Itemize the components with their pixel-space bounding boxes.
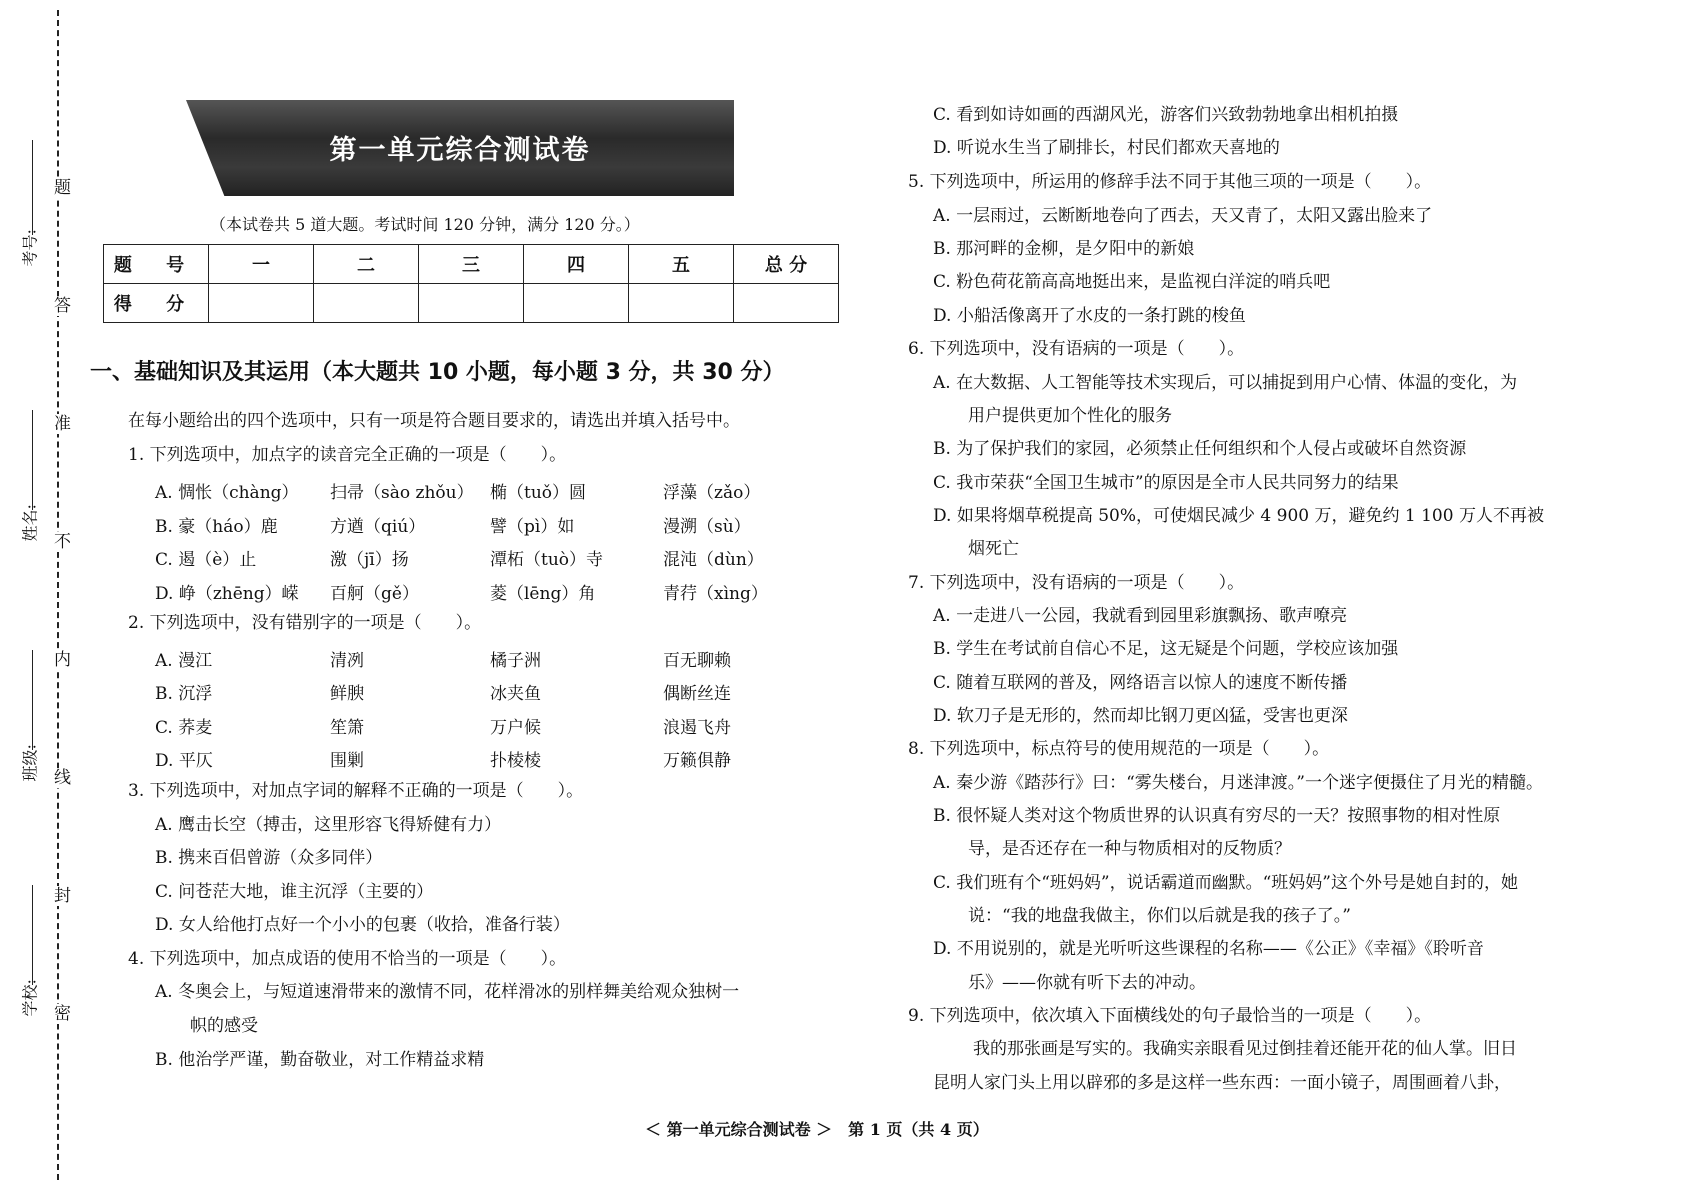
option: 冰夹鱼: [490, 684, 541, 704]
option: 方遒（qiú）: [330, 517, 426, 537]
option: A. 漫江: [155, 651, 213, 671]
seal-char: 准: [54, 414, 71, 434]
score-cell: 四: [524, 245, 629, 284]
option: 鲜腴: [330, 684, 364, 704]
option: 浮藻（zǎo）: [663, 483, 761, 503]
option: B. 豪（háo）鹿: [155, 517, 278, 537]
score-cell: 一: [209, 245, 314, 284]
score-cell: 二: [314, 245, 419, 284]
option: C. 问苍茫大地，谁主沉浮（主要的）: [155, 882, 434, 902]
text-line: 昆明人家门头上用以辟邪的多是这样一些东西：一面小镜子，周围画着八卦，: [933, 1073, 1511, 1093]
text-line: B. 那河畔的金柳，是夕阳中的新娘: [933, 239, 1195, 259]
score-table: [103, 244, 839, 323]
text-line: C. 看到如诗如画的西湖风光，游客们兴致勃勃地拿出相机拍摄: [933, 105, 1399, 125]
option: 浪遏飞舟: [663, 718, 731, 738]
score-input-cell[interactable]: [419, 284, 524, 323]
option: 激（jī）扬: [330, 550, 409, 570]
exam-intro: （本试卷共 5 道大题。考试时间 120 分钟，满分 120 分。）: [210, 215, 640, 234]
text-line: D. 听说水生当了刷排长，村民们都欢天喜地的: [933, 138, 1280, 158]
text-line: 8. 下列选项中，标点符号的使用规范的一项是（ ）。: [908, 739, 1330, 759]
option: 万户候: [490, 718, 541, 738]
option: D. 女人给他打点好一个小小的包裹（收拾，准备行装）: [155, 915, 570, 935]
class-field[interactable]: [16, 650, 42, 782]
option: D. 峥（zhēng）嵘: [155, 584, 299, 604]
option: 笙箫: [330, 718, 364, 738]
text-line: C. 我市荣获“全国卫生城市”的原因是全市人民共同努力的结果: [933, 473, 1399, 493]
option: 菱（lēng）角: [490, 584, 596, 604]
page-footer: ＜ 第一单元综合测试卷 ＞ 第 1 页（共 4 页）: [645, 1120, 989, 1139]
text-line: 9. 下列选项中，依次填入下面横线处的句子最恰当的一项是（ ）。: [908, 1006, 1432, 1026]
text-line: A. 在大数据、人工智能等技术实现后，可以捕捉到用户心情、体温的变化，为: [933, 373, 1518, 393]
school-label: 学校:: [20, 979, 40, 1017]
score-input-cell[interactable]: [209, 284, 314, 323]
seal-char: 内: [54, 650, 71, 670]
exam-number-label: 考号:: [20, 229, 40, 267]
text-line: C. 随着互联网的普及，网络语言以惊人的速度不断传播: [933, 673, 1348, 693]
section-title: 一、基础知识及其运用（本大题共 10 小题，每小题 3 分，共 30 分）: [90, 360, 785, 385]
text-line: C. 粉色荷花箭高高地挺出来，是监视白洋淀的哨兵吧: [933, 272, 1331, 292]
option: 清冽: [330, 651, 364, 671]
option: 譬（pì）如: [490, 517, 575, 537]
text-line: A. 秦少游《踏莎行》曰：“雾失楼台，月迷津渡。”一个迷字便摄住了月光的精髓。: [933, 773, 1543, 793]
seal-char: 答: [54, 296, 71, 316]
text-line: 6. 下列选项中，没有语病的一项是（ ）。: [908, 339, 1245, 359]
option: 百无聊赖: [663, 651, 731, 671]
option: 橘子洲: [490, 651, 541, 671]
text-line: 7. 下列选项中，没有语病的一项是（ ）。: [908, 573, 1245, 593]
option: 漫溯（sù）: [663, 517, 751, 537]
name-field[interactable]: [16, 410, 42, 542]
text-line: 导，是否还存在一种与物质相对的反物质？: [968, 839, 1291, 859]
option: 扑棱棱: [490, 751, 541, 771]
text-line: 我的那张画是写实的。我确实亲眼看见过倒挂着还能开花的仙人掌。旧日: [973, 1039, 1517, 1059]
score-cell: 题 号: [104, 245, 209, 284]
question-3: 3. 下列选项中，对加点字词的解释不正确的一项是（ ）。: [128, 781, 584, 801]
option: C. 遏（è）止: [155, 550, 257, 570]
option: 偶断丝连: [663, 684, 731, 704]
text-line: D. 如果将烟草税提高 50%，可使烟民减少 4 900 万，避免约 1 100 万人不再被: [933, 506, 1544, 526]
question-2: 2. 下列选项中，没有错别字的一项是（ ）。: [128, 613, 482, 633]
score-input-cell[interactable]: [314, 284, 419, 323]
text-line: 说：“我的地盘我做主，你们以后就是我的孩子了。”: [968, 906, 1351, 926]
page-title: 第一单元综合测试卷: [329, 135, 591, 166]
option: 椭（tuǒ）圆: [490, 483, 587, 503]
option: C. 荞麦: [155, 718, 213, 738]
option-continued: 帜的感受: [190, 1016, 258, 1036]
text-line: D. 不用说别的，就是光听听这些课程的名称——《公正》《幸福》《聆听音: [933, 939, 1484, 959]
score-cell: 五: [629, 245, 734, 284]
score-input-cell[interactable]: [524, 284, 629, 323]
section-instruction: 在每小题给出的四个选项中，只有一项是符合题目要求的，请选出并填入括号中。: [128, 411, 740, 431]
seal-char: 线: [54, 768, 71, 788]
option: 围剿: [330, 751, 364, 771]
score-input-cell[interactable]: [629, 284, 734, 323]
score-cell: 总 分: [734, 245, 839, 284]
seal-char: 不: [54, 532, 71, 552]
option: D. 平仄: [155, 751, 213, 771]
option: A. 惆怅（chàng）: [155, 483, 299, 503]
text-line: 烟死亡: [968, 539, 1019, 559]
option: B. 他治学严谨，勤奋敬业，对工作精益求精: [155, 1050, 485, 1070]
binding-margin: [0, 0, 70, 1190]
option: B. 携来百侣曾游（众多同伴）: [155, 848, 383, 868]
option: 青荇（xìng）: [663, 584, 768, 604]
option: 万籁俱静: [663, 751, 731, 771]
seal-char: 密: [54, 1004, 71, 1024]
seal-char: 封: [54, 886, 71, 906]
text-line: 乐》——你就有听下去的冲动。: [968, 973, 1206, 993]
text-line: C. 我们班有个“班妈妈”，说话霸道而幽默。“班妈妈”这个外号是她自封的，她: [933, 873, 1518, 893]
score-input-cell[interactable]: [734, 284, 839, 323]
class-label: 班级:: [20, 744, 40, 782]
score-table-header-row: [104, 245, 839, 284]
option: 混沌（dùn）: [663, 550, 764, 570]
question-4: 4. 下列选项中，加点成语的使用不恰当的一项是（ ）。: [128, 949, 567, 969]
text-line: 5. 下列选项中，所运用的修辞手法不同于其他三项的一项是（ ）。: [908, 172, 1432, 192]
exam-number-field[interactable]: [16, 140, 42, 267]
score-table-score-row: [104, 284, 839, 323]
text-line: A. 一走进八一公园，我就看到园里彩旗飘扬、歌声嘹亮: [933, 606, 1348, 626]
text-line: B. 为了保护我们的家园，必须禁止任何组织和个人侵占或破坏自然资源: [933, 439, 1467, 459]
option: 百舸（gě）: [330, 584, 419, 604]
option: 潭柘（tuò）寺: [490, 550, 604, 570]
text-line: 用户提供更加个性化的服务: [968, 406, 1172, 426]
score-cell: 三: [419, 245, 524, 284]
name-label: 姓名:: [20, 504, 40, 542]
option: A. 冬奥会上，与短道速滑带来的激情不同，花样滑冰的别样舞美给观众独树一: [155, 982, 740, 1002]
question-1: 1. 下列选项中，加点字的读音完全正确的一项是（ ）。: [128, 445, 567, 465]
seal-char: 题: [54, 178, 71, 198]
school-field[interactable]: [16, 885, 42, 1017]
text-line: D. 软刀子是无形的，然而却比钢刀更凶猛，受害也更深: [933, 706, 1348, 726]
option: A. 鹰击长空（搏击，这里形容飞得矫健有力）: [155, 815, 502, 835]
text-line: B. 学生在考试前自信心不足，这无疑是个问题，学校应该加强: [933, 639, 1399, 659]
option: 扫帚（sào zhǒu）: [330, 483, 474, 503]
text-line: D. 小船活像离开了水皮的一条打跳的梭鱼: [933, 306, 1246, 326]
text-line: A. 一层雨过，云断断地卷向了西去，天又青了，太阳又露出脸来了: [933, 206, 1433, 226]
score-cell: 得 分: [104, 284, 209, 323]
option: B. 沉浮: [155, 684, 213, 704]
text-line: B. 很怀疑人类对这个物质世界的认识真有穷尽的一天？按照事物的相对性原: [933, 806, 1501, 826]
